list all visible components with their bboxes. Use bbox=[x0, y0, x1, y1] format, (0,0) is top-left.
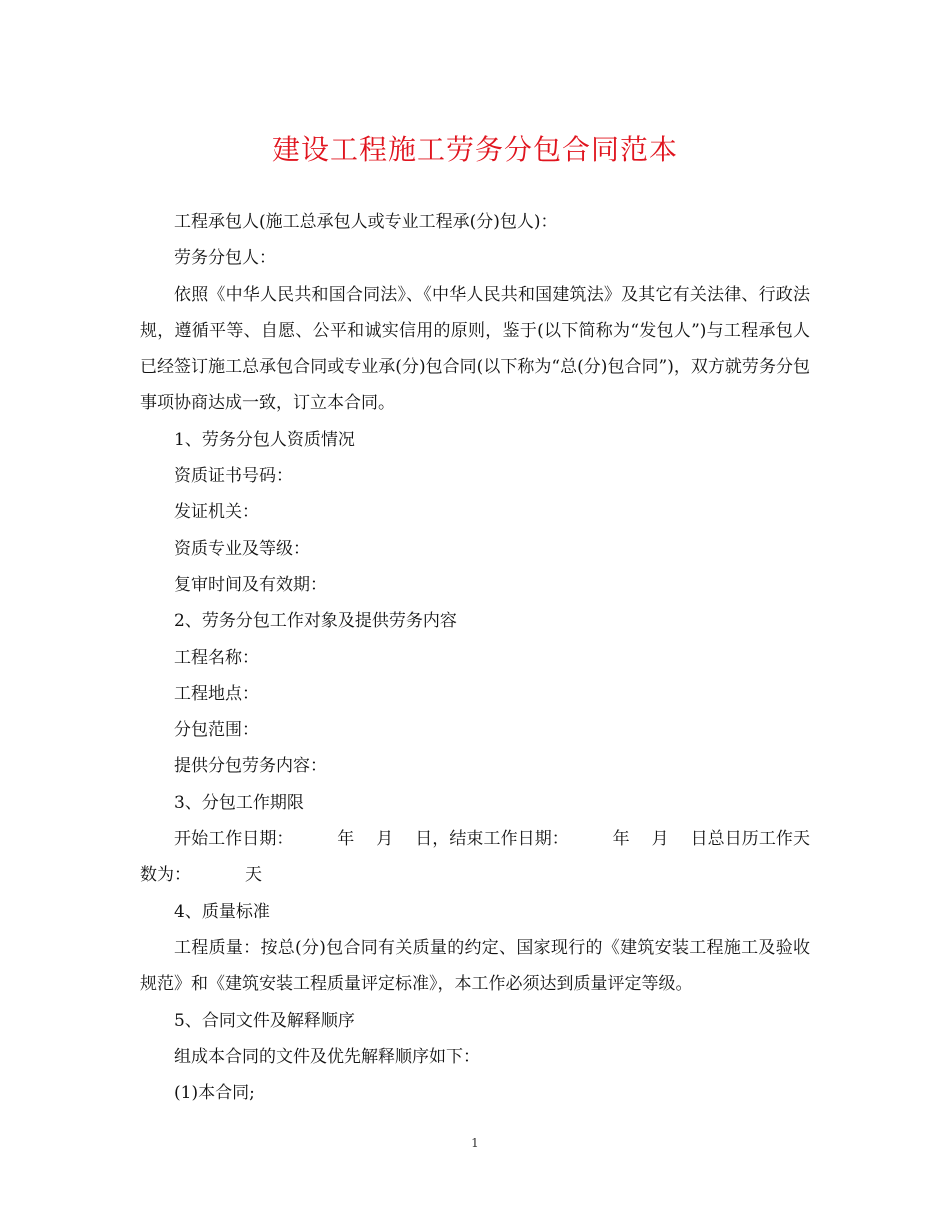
field-project-name: 工程名称： bbox=[174, 647, 259, 668]
paragraph-documents-order: 组成本合同的文件及优先解释顺序如下： bbox=[174, 1046, 480, 1067]
document-body bbox=[140, 204, 810, 1111]
section-heading-work-scope: 2、劳务分包工作对象及提供劳务内容 bbox=[174, 611, 457, 632]
field-certificate-number: 资质证书号码： bbox=[174, 466, 293, 487]
paragraph-preamble: 依照《中华人民共和国合同法》、《中华人民共和国建筑法》及其它有关法律、行政法规，遵循平等、自愿、公平和诚实信用的原则，鉴于(以下简称为“发包人”)与工程承包人已经签订施工总承包合同或专业承(分)包合同(以下称为“总(分)包合同”)，双方就劳务分包事项协商达成一致，订立本合同。 bbox=[140, 284, 810, 414]
section-heading-documents: 5、合同文件及解释顺序 bbox=[174, 1010, 355, 1031]
document-title: 建设工程施工劳务分包合同范本 bbox=[271, 133, 678, 166]
paragraph-subcontractor: 劳务分包人： bbox=[174, 248, 276, 269]
field-labor-content: 提供分包劳务内容： bbox=[174, 756, 327, 777]
field-review-validity: 复审时间及有效期： bbox=[174, 574, 327, 595]
paragraph-contractor: 工程承包人(施工总承包人或专业工程承(分)包人)： bbox=[174, 212, 558, 232]
field-issuing-authority: 发证机关： bbox=[174, 502, 259, 523]
page-number: 1 bbox=[471, 1136, 479, 1150]
list-item-this-contract: (1)本合同; bbox=[174, 1083, 255, 1104]
field-qualification-grade: 资质专业及等级： bbox=[174, 538, 310, 559]
field-project-location: 工程地点： bbox=[174, 683, 259, 704]
paragraph-work-dates: 开始工作日期： 年 月 日，结束工作日期： 年 月 日总日历工作天数为： 天 bbox=[140, 829, 810, 886]
field-subcontract-scope: 分包范围： bbox=[174, 720, 259, 741]
paragraph-quality-standard: 工程质量：按总(分)包合同有关质量的约定、国家现行的《建筑安装工程施工及验收规范》和《建筑安装工程质量评定标准》，本工作必须达到质量评定等级。 bbox=[140, 937, 810, 995]
section-heading-quality: 4、质量标准 bbox=[174, 901, 270, 922]
section-heading-qualification: 1、劳务分包人资质情况 bbox=[174, 429, 355, 450]
section-heading-work-period: 3、分包工作期限 bbox=[174, 792, 304, 813]
